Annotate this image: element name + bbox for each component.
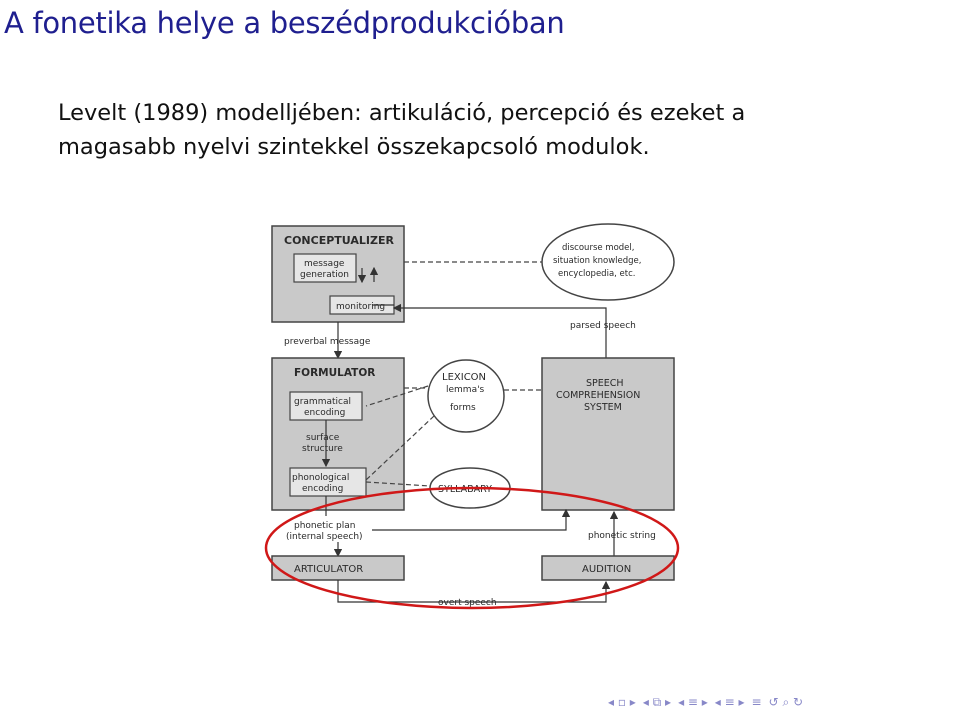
speech-comprehension-label-3: SYSTEM <box>584 402 622 413</box>
conceptualizer-label: CONCEPTUALIZER <box>284 234 394 247</box>
body-line-1: Levelt (1989) modelljében: artikuláció, percepció és ezeket a <box>58 100 746 126</box>
syllabary-label: SYLLABARY <box>438 484 492 495</box>
discourse-model-label-3: encyclopedia, etc. <box>558 269 636 279</box>
phonetic-plan-label-2: (internal speech) <box>286 532 363 542</box>
phonetic-plan-label-1: phonetic plan <box>294 521 356 531</box>
speech-comprehension-label-2: COMPREHENSION <box>556 390 641 401</box>
nav-first-icon[interactable]: ◂ ▫ ▸ <box>608 695 636 709</box>
nav-subsection-icon[interactable]: ◂ ≡ ▸ <box>714 695 745 709</box>
slide-title: A fonetika helye a beszédprodukcióban <box>4 6 565 40</box>
grammatical-encoding-label-2: encoding <box>304 408 346 418</box>
speech-comprehension-label-1: SPEECH <box>586 378 624 389</box>
levelt-model-diagram <box>262 218 682 612</box>
body-line-2: magasabb nyelvi szintekkel összekapcsoló modulok. <box>58 134 650 160</box>
nav-search-icon[interactable]: ↺ ⌕ ↻ <box>768 694 804 709</box>
discourse-model-label-2: situation knowledge, <box>553 256 642 266</box>
lexicon-label: LEXICON <box>442 372 487 383</box>
surface-structure-label-1: surface <box>306 433 340 443</box>
discourse-model-label-1: discourse model, <box>562 243 635 253</box>
phonetic-string-label: phonetic string <box>588 531 656 541</box>
overt-speech-label: overt speech <box>438 598 497 608</box>
surface-structure-label-2: structure <box>302 444 343 454</box>
nav-align-icon[interactable]: ≡ <box>751 695 762 709</box>
message-generation-label-2: generation <box>300 270 349 280</box>
lemmas-label: lemma's <box>446 385 485 395</box>
preverbal-message-label: preverbal message <box>284 337 371 347</box>
nav-frame-icon[interactable]: ◂ ⧉ ▸ <box>642 694 672 709</box>
forms-label: forms <box>450 403 476 413</box>
articulator-label: ARTICULATOR <box>294 564 364 575</box>
beamer-navigation[interactable] <box>608 693 803 711</box>
nav-section-icon[interactable]: ◂ ≡ ▸ <box>678 695 708 709</box>
parsed-speech-label: parsed speech <box>570 321 636 331</box>
phonological-encoding-label-1: phonological <box>292 473 350 483</box>
audition-label: AUDITION <box>582 564 632 575</box>
message-generation-label-1: message <box>304 259 345 269</box>
slide-body <box>58 96 938 164</box>
phonological-encoding-label-2: encoding <box>302 484 344 494</box>
formulator-label: FORMULATOR <box>294 367 376 379</box>
grammatical-encoding-label-1: grammatical <box>294 397 351 407</box>
monitoring-label: monitoring <box>336 302 386 312</box>
lexicon-ellipse <box>428 360 504 432</box>
